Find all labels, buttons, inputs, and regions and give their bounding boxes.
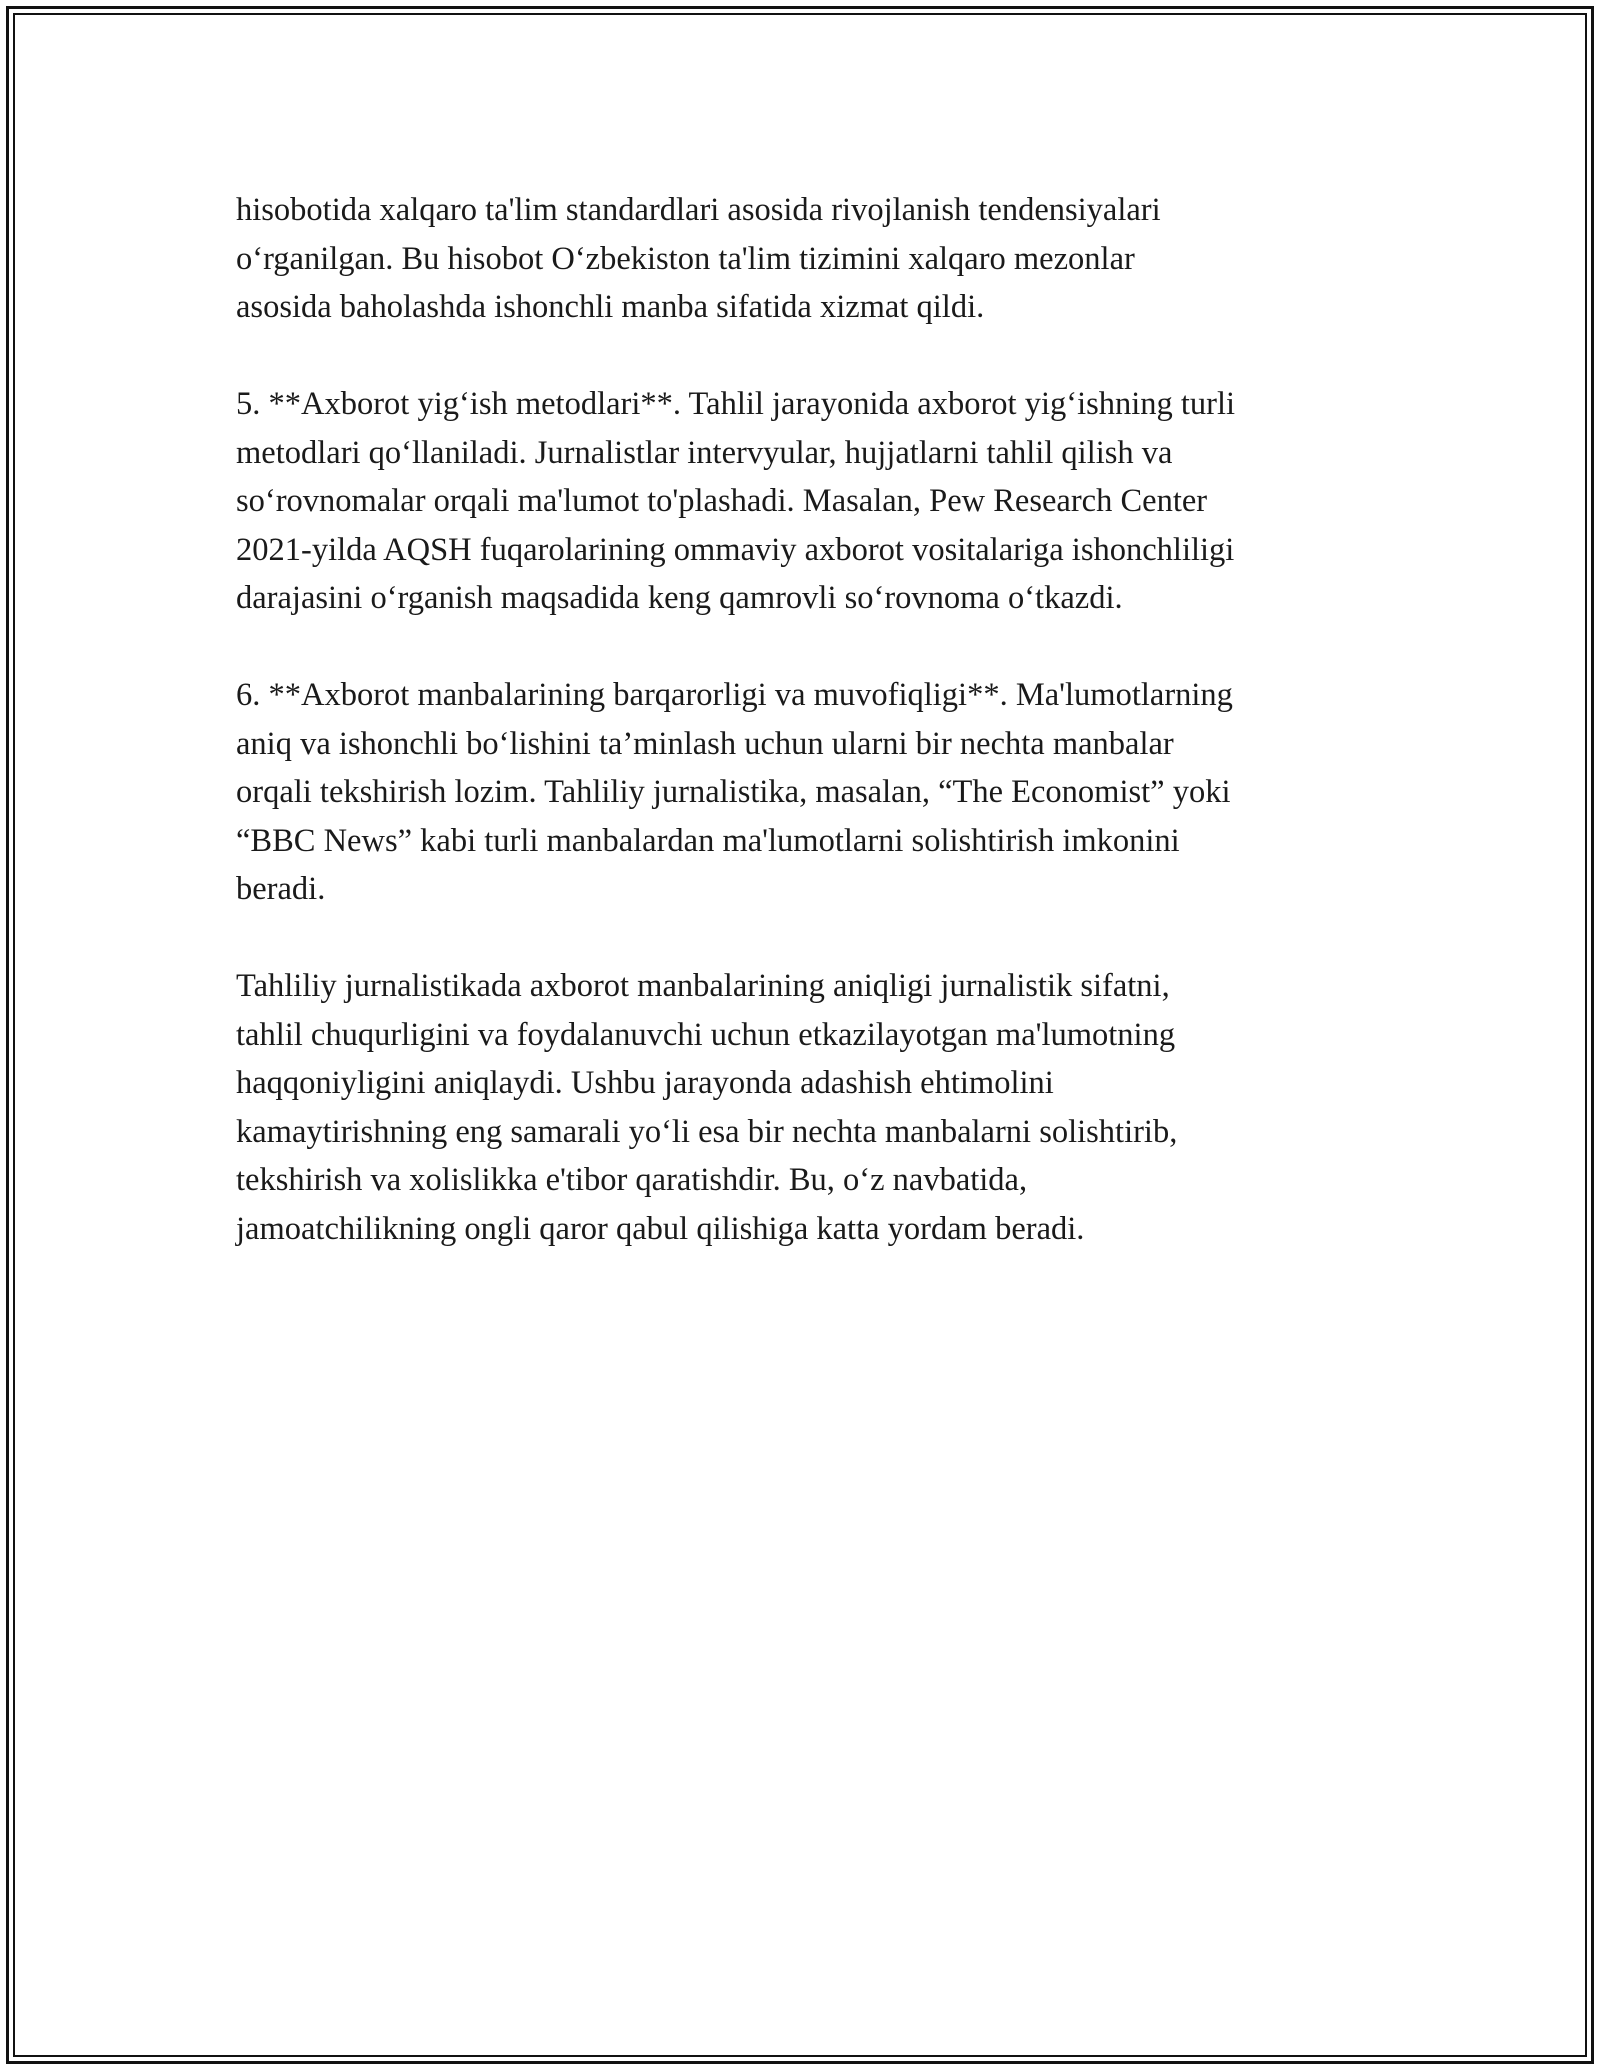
text-line: tekshirish va xolislikka e'tibor qaratishdir. Bu, o‘z navbatida, (236, 1162, 1028, 1198)
text-line: beradi. (236, 871, 326, 907)
text-line: Tahliliy jurnalistikada axborot manbalarining aniqligi jurnalistik sifatni, (236, 968, 1170, 1004)
text-line: aniq va ishonchli bo‘lishini ta’minlash uchun ularni bir nechta manbalar (236, 725, 1174, 762)
text-line: kamaytirishning eng samarali yo‘li esa bir nechta manbalarni solishtirib, (236, 1113, 1178, 1150)
text-line: o‘rganilgan. Bu hisobot O‘zbekiston ta'lim tizimini xalqaro mezonlar (236, 240, 1135, 277)
text-line: metodlari qo‘llaniladi. Jurnalistlar intervyular, hujjatlarni tahlil qilish va (236, 434, 1173, 471)
text-line: “BBC News” kabi turli manbalardan ma'lumotlarni solishtirish imkonini (236, 822, 1180, 859)
document-body (236, 186, 1376, 1302)
text-line: 2021-yilda AQSH fuqarolarining ommaviy axborot vositalariga ishonchliligi (236, 531, 1235, 568)
text-line: haqqoniyligini aniqlaydi. Ushbu jarayonda adashish ehtimolini (236, 1065, 1054, 1101)
text-line: darajasini o‘rganish maqsadida keng qamrovli so‘rovnoma o‘tkazdi. (236, 580, 1123, 616)
text-line: jamoatchilikning ongli qaror qabul qilishiga katta yordam beradi. (236, 1210, 1085, 1247)
text-line: 6. **Axborot manbalarining barqarorligi va muvofiqligi**. Ma'lumotlarning (236, 677, 1233, 713)
paragraph-report-summary (236, 186, 1376, 332)
text-line: so‘rovnomalar orqali ma'lumot to'plashadi. Masalan, Pew Research Center (236, 483, 1208, 519)
paragraph-conclusion (236, 962, 1376, 1253)
text-line: tahlil chuqurligini va foydalanuvchi uchun etkazilayotgan ma'lumotning (236, 1016, 1176, 1053)
text-line: hisobotida xalqaro ta'lim standardlari asosida rivojlanish tendensiyalari (236, 192, 1161, 228)
paragraph-item-5 (236, 380, 1376, 623)
text-line: orqali tekshirish lozim. Tahliliy jurnalistika, masalan, “The Economist” yoki (236, 774, 1231, 810)
text-line: asosida baholashda ishonchli manba sifatida xizmat qildi. (236, 289, 985, 325)
paragraph-item-6 (236, 671, 1376, 914)
text-line: 5. **Axborot yig‘ish metodlari**. Tahlil jarayonida axborot yig‘ishning turli (236, 386, 1236, 422)
